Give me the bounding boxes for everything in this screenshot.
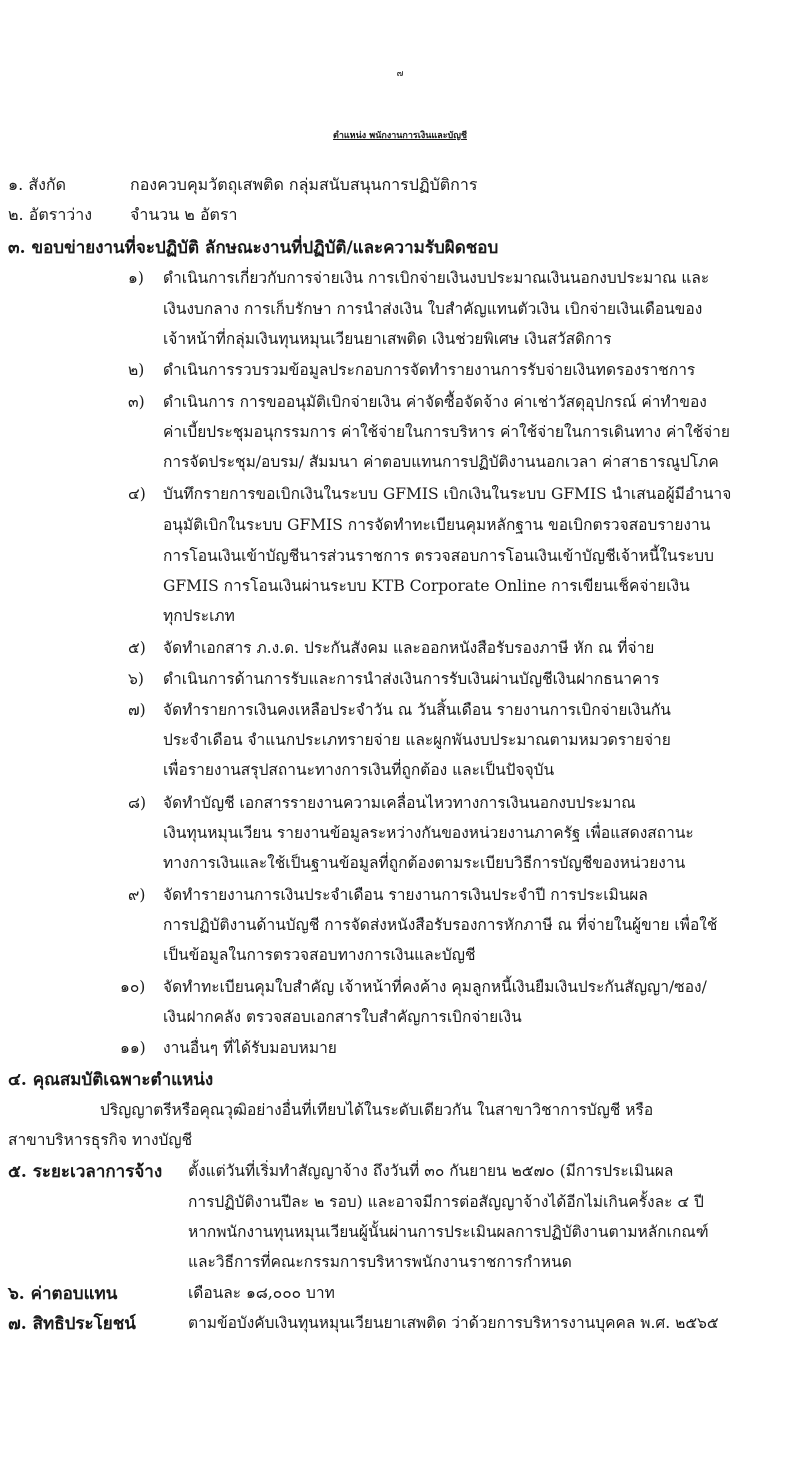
scope-item-number: ๔) <box>128 485 146 503</box>
scope-item-line: ประจำเดือน จำแนกประเภทรายจ่าย และผูกพันงบประมาณตามหมวดรายจ่าย <box>163 731 671 749</box>
section-5-line: หากพนักงานทุนหมุนเวียนผู้นั้นผ่านการประเมินผลการปฏิบัติงานตามหลักเกณฑ์ <box>188 1223 709 1241</box>
scope-item-line: เงินทุนหมุนเวียน รายงานข้อมูลระหว่างกันของหน่วยงานภาครัฐ เพื่อแสดงสถานะ <box>163 824 694 842</box>
scope-item-line: เงินงบกลาง การเก็บรักษา การนำส่งเงิน ใบสำคัญแทนตัวเงิน เบิกจ่ายเงินเดือนของ <box>163 300 703 318</box>
section-7-value: ตามข้อบังคับเงินทุนหมุนเวียนยาเสพติด ว่าด้วยการบริหารงานบุคคล พ.ศ. ๒๕๖๕ <box>188 1314 719 1332</box>
scope-item-line: เงินฝากคลัง ตรวจสอบเอกสารใบสำคัญการเบิกจ่ายเงิน <box>163 1008 522 1026</box>
scope-item-number: ๒) <box>128 361 145 379</box>
scope-item-number: ๑๑) <box>120 1039 146 1057</box>
scope-item-line: จัดทำเอกสาร ภ.ง.ด. ประกันสังคม และออกหนังสือรับรองภาษี หัก ณ ที่จ่าย <box>163 639 655 657</box>
scope-item-line: งานอื่นๆ ที่ได้รับมอบหมาย <box>163 1039 337 1057</box>
scope-item-line: ค่าเบี้ยประชุมอนุกรรมการ ค่าใช้จ่ายในการบริหาร ค่าใช้จ่ายในการเดินทาง ค่าใช้จ่าย <box>163 423 730 441</box>
scope-item-number: ๑๐) <box>120 978 146 996</box>
scope-item-line: ทางการเงินและใช้เป็นฐานข้อมูลที่ถูกต้องตามระเบียบวิธีการบัญชีของหน่วยงาน <box>163 854 686 872</box>
scope-item-line: การโอนเงินเข้าบัญชีนารส่วนราชการ ตรวจสอบการโอนเงินเข้าบัญชีเจ้าหนี้ในระบบ <box>163 547 714 565</box>
section-4-line: ปริญญาตรีหรือคุณวุฒิอย่างอื่นที่เทียบได้ในระดับเดียวกัน ในสาขาวิชาการบัญชี หรือ <box>100 1101 654 1119</box>
scope-item-line: บันทึกรายการขอเบิกเงินในระบบ GFMIS เบิกเงินในระบบ GFMIS นำเสนอผู้มีอำนาจ <box>163 485 732 503</box>
section-4-line: สาขาบริหารธุรกิจ ทางบัญชี <box>8 1131 193 1149</box>
section-6-value: เดือนละ ๑๘,๐๐๐ บาท <box>188 1284 335 1302</box>
scope-item-line: ทุกประเภท <box>163 607 235 625</box>
scope-item-number: ๗) <box>128 701 146 719</box>
section-4-label: ๔. คุณสมบัติเฉพาะตำแหน่ง <box>8 1070 214 1090</box>
scope-item-line: การจัดประชุม/อบรม/ สัมมนา ค่าตอบแทนการปฏิบัติงานนอกเวลา ค่าสาธารณูปโภค <box>163 453 719 471</box>
scope-item-number: ๕) <box>128 639 146 657</box>
scope-item-line: จัดทำทะเบียนคุมใบสำคัญ เจ้าหน้าที่คงค้าง คุมลูกหนี้เงินยืมเงินประกันสัญญา/ซอง/ <box>163 978 707 996</box>
scope-item-line: จัดทำบัญชี เอกสารรายงานความเคลื่อนไหวทางการเงินนอกงบประมาณ <box>163 794 636 812</box>
section-1-value: กองควบคุมวัตถุเสพติด กลุ่มสนับสนุนการปฏิบัติการ <box>130 175 478 194</box>
scope-item-line: ดำเนินการ การขออนุมัติเบิกจ่ายเงิน ค่าจัดซื้อจัดจ้าง ค่าเช่าวัสดุอุปกรณ์ ค่าทำของ <box>163 393 707 411</box>
scope-item-line: ดำเนินการด้านการรับและการนำส่งเงินการรับเงินผ่านบัญชีเงินฝากธนาคาร <box>163 670 660 688</box>
scope-item-number: ๓) <box>128 393 145 411</box>
section-3-label: ๓. ขอบข่ายงานที่จะปฏิบัติ ลักษณะงานที่ปฏิบัติ/และความรับผิดชอบ <box>8 238 499 258</box>
page-title: ตำแหน่ง พนักงานการเงินและบัญชี <box>332 131 468 141</box>
scope-item-line: จัดทำรายการเงินคงเหลือประจำวัน ณ วันสิ้นเดือน รายงานการเบิกจ่ายเงินกัน <box>163 701 671 719</box>
page-number: ๗ <box>396 69 404 79</box>
section-1-label: ๑. สังกัด <box>8 175 66 194</box>
section-2-label: ๒. อัตราว่าง <box>8 205 93 224</box>
scope-item-line: ดำเนินการเกี่ยวกับการจ่ายเงิน การเบิกจ่ายเงินงบประมาณเงินนอกงบประมาณ และ <box>163 269 710 287</box>
section-5-line: การปฏิบัติงานปีละ ๒ รอบ) และอาจมีการต่อสัญญาจ้างได้อีกไม่เกินครั้งละ ๔ ปี <box>188 1193 704 1211</box>
section-5-line: ตั้งแต่วันที่เริ่มทำสัญญาจ้าง ถึงวันที่ ๓๐ กันยายน ๒๕๗๐ (มีการประเมินผล <box>188 1162 674 1180</box>
scope-item-line: ดำเนินการรวบรวมข้อมูลประกอบการจัดทำรายงานการรับจ่ายเงินทดรองราชการ <box>163 361 696 379</box>
scope-item-number: ๙) <box>128 886 146 904</box>
scope-item-number: ๑) <box>128 269 144 287</box>
scope-item-number: ๘) <box>128 794 147 812</box>
scope-item-line: เจ้าหน้าที่กลุ่มเงินทุนหมุนเวียนยาเสพติด เงินช่วยพิเศษ เงินสวัสดิการ <box>163 330 612 348</box>
section-2-value: จำนวน ๒ อัตรา <box>130 205 238 224</box>
section-7-label: ๗. สิทธิประโยชน์ <box>8 1314 136 1334</box>
scope-item-line: อนุมัติเบิกในระบบ GFMIS การจัดทำทะเบียนคุมหลักฐาน ขอเบิกตรวจสอบรายงาน <box>163 516 711 534</box>
scope-item-line: เป็นข้อมูลในการตรวจสอบทางการเงินและบัญชี <box>163 946 476 964</box>
section-6-label: ๖. ค่าตอบแทน <box>8 1284 118 1304</box>
section-5-label: ๕. ระยะเวลาการจ้าง <box>8 1162 163 1182</box>
scope-item-number: ๖) <box>128 670 144 688</box>
scope-item-line: จัดทำรายงานการเงินประจำเดือน รายงานการเงินประจำปี การประเมินผล <box>163 886 648 904</box>
scope-item-line: การปฏิบัติงานด้านบัญชี การจัดส่งหนังสือรับรองการหักภาษี ณ ที่จ่ายในผู้ขาย เพื่อใช้ <box>163 916 718 934</box>
scope-item-line: เพื่อรายงานสรุปสถานะทางการเงินที่ถูกต้อง และเป็นปัจจุบัน <box>163 761 555 779</box>
scope-item-line: GFMIS การโอนเงินผ่านระบบ KTB Corporate Online การเขียนเช็คจ่ายเงิน <box>163 577 690 595</box>
section-5-line: และวิธีการที่คณะกรรมการบริหารพนักงานราชการกำหนด <box>188 1253 572 1271</box>
